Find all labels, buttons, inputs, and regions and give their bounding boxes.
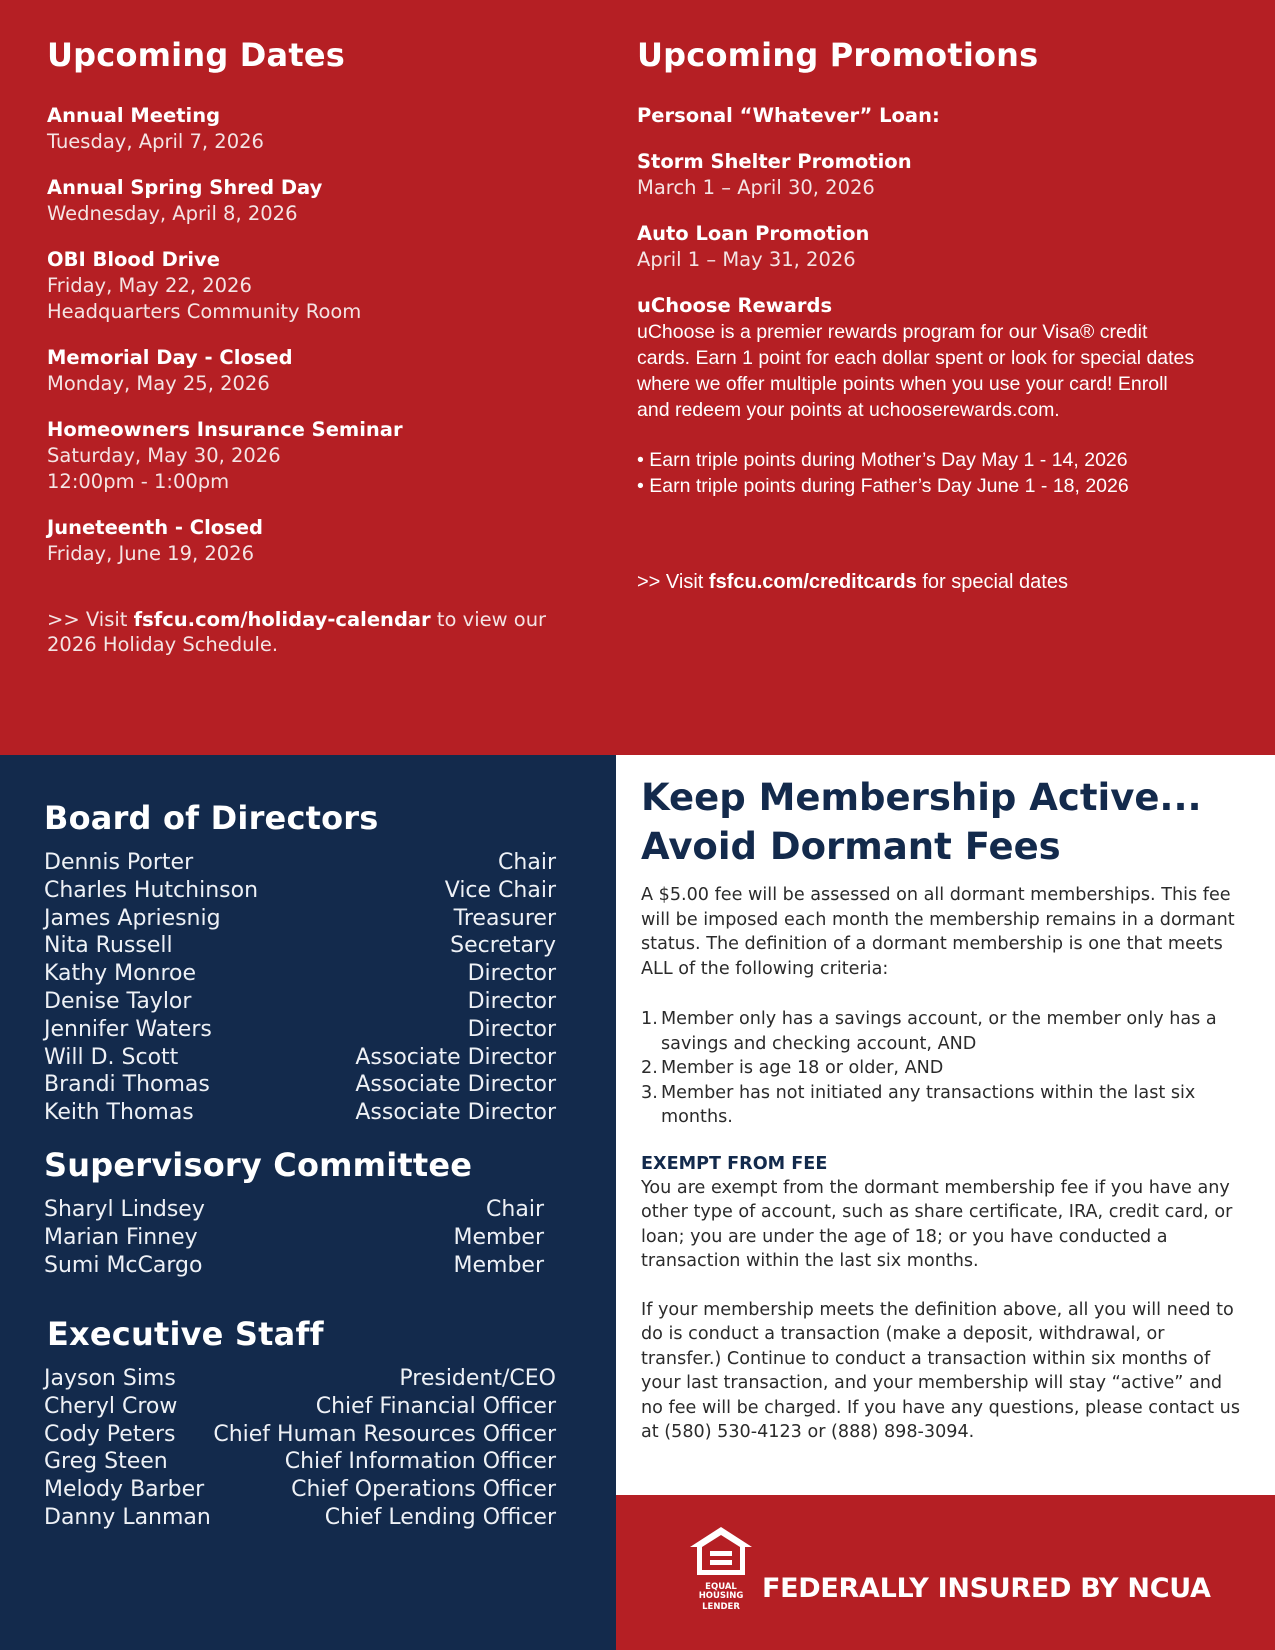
roster-row xyxy=(44,932,556,960)
upcoming-promotions-heading: Upcoming Promotions xyxy=(637,36,1039,74)
visit-suffix: to view our 2026 Holiday Schedule. xyxy=(47,608,547,656)
executive-staff-section xyxy=(44,1315,556,1532)
member-role: President/CEO xyxy=(399,1366,556,1391)
supervisory-list xyxy=(44,1196,544,1279)
event-time: 12:00pm - 1:00pm xyxy=(47,470,230,493)
auto-loan-dates: April 1 – May 31, 2026 xyxy=(637,248,856,271)
member-role: Director xyxy=(467,1016,556,1042)
heading-line-1: Keep Membership Active... xyxy=(641,776,1202,819)
event-title: Memorial Day - Closed xyxy=(47,346,293,369)
event-date: Tuesday, April 7, 2026 xyxy=(47,130,264,153)
creditcards-link[interactable]: fsfcu.com/creditcards xyxy=(708,571,917,593)
event-location: Headquarters Community Room xyxy=(47,300,362,323)
roster-row xyxy=(44,1071,556,1099)
dormant-closing: If your membership meets the definition above, all you will need to do is conduct a transaction (make a deposit, withdrawal, or transfer.) Continue to conduct a transaction within six months of your last transaction, and your membership will stay “active” and no fee will be charged. If you have any questions, please contact us at (580) 530-4123 or (888) 898-3094. xyxy=(641,1299,1240,1442)
board-list xyxy=(44,849,556,1127)
roster-row xyxy=(44,1224,544,1252)
equal-housing-lender-logo xyxy=(688,1525,754,1612)
member-role: Member xyxy=(453,1224,544,1250)
exempt-body: You are exempt from the dormant membership fee if you have any other type of account, such as share certificate, IRA, credit card, or loan; you are under the age of 18; or you have conducted a transaction within the last six months. xyxy=(641,1177,1233,1271)
member-name: Melody Barber xyxy=(44,1477,205,1503)
member-role: Member xyxy=(453,1252,544,1278)
roster-row xyxy=(44,960,556,988)
event-item xyxy=(47,417,587,495)
holiday-calendar-link[interactable]: fsfcu.com/holiday-calendar xyxy=(133,608,431,631)
roster-row xyxy=(44,1044,556,1072)
member-role: Associate Director xyxy=(355,1044,556,1070)
auto-loan-title: Auto Loan Promotion xyxy=(637,222,870,245)
event-title: OBI Blood Drive xyxy=(47,248,220,271)
criteria-number: 3. xyxy=(641,1082,658,1103)
storm-shelter-title: Storm Shelter Promotion xyxy=(637,150,912,173)
holiday-calendar-note xyxy=(47,607,587,657)
exempt-heading: EXEMPT FROM FEE xyxy=(641,1153,828,1174)
dormant-intro: A $5.00 fee will be assessed on all dormant memberships. This fee will be imposed each month the membership remains in a dormant status. The definition of a dormant membership is one that meets ALL of the following criteria: xyxy=(641,885,1235,979)
event-date: Saturday, May 30, 2026 xyxy=(47,444,281,467)
member-role: Chair xyxy=(498,850,556,875)
dormant-fees-heading xyxy=(641,773,1246,871)
criteria-text: Member is age 18 or older, AND xyxy=(661,1058,944,1078)
event-item xyxy=(47,103,587,155)
member-name: Nita Russell xyxy=(44,933,173,959)
roster-row xyxy=(44,1421,556,1449)
eho-caption-line-1: EQUAL HOUSING xyxy=(698,1582,744,1601)
dormant-fees-panel xyxy=(616,755,1275,1495)
member-role: Chief Operations Officer xyxy=(291,1477,556,1503)
member-role: Chief Information Officer xyxy=(284,1449,556,1475)
member-name: Keith Thomas xyxy=(44,1100,194,1126)
member-role: Director xyxy=(467,961,556,987)
criteria-text: Member only has a savings account, or the member only has a savings and checking account, AND xyxy=(661,1009,1217,1054)
roster-row xyxy=(44,905,556,933)
rewards-bullets xyxy=(637,447,1197,499)
visit-suffix: for special dates xyxy=(916,571,1068,593)
event-title: Annual Meeting xyxy=(47,104,221,127)
member-name: Greg Steen xyxy=(44,1449,168,1475)
supervisory-committee-section xyxy=(44,1146,544,1279)
event-item xyxy=(47,175,587,227)
member-name: Sumi McCargo xyxy=(44,1252,203,1278)
member-name: Will D. Scott xyxy=(44,1044,179,1070)
whatever-loan-title: Personal “Whatever” Loan: xyxy=(637,104,940,127)
roster-row xyxy=(44,1099,556,1127)
upcoming-dates-heading: Upcoming Dates xyxy=(47,36,345,74)
roster-row xyxy=(44,1365,556,1393)
member-name: Charles Hutchinson xyxy=(44,877,259,903)
roster-row xyxy=(44,1252,544,1280)
promo-item xyxy=(637,293,1197,423)
member-role: Treasurer xyxy=(453,905,556,931)
criteria-text: Member has not initiated any transactions within the last six months. xyxy=(661,1082,1196,1127)
roster-row xyxy=(44,1196,544,1224)
uchoose-description: uChoose is a premier rewards program for our Visa® credit cards. Earn 1 point for each dollar spent or look for special dates where we offer multiple points when you use your card! Enroll and redeem your points at uchooserewards.com. xyxy=(637,321,1195,421)
roster-row xyxy=(44,1016,556,1044)
criteria-number: 2. xyxy=(641,1058,658,1078)
member-role: Chair xyxy=(486,1197,544,1222)
roster-row xyxy=(44,1448,556,1476)
event-item xyxy=(47,345,587,397)
member-name: Danny Lanman xyxy=(44,1504,211,1530)
member-name: James Apriesnig xyxy=(44,905,221,931)
event-title: Homeowners Insurance Seminar xyxy=(47,418,403,441)
upcoming-dates-section xyxy=(47,36,587,657)
member-role: Chief Lending Officer xyxy=(324,1504,556,1530)
creditcards-note xyxy=(637,569,1197,595)
criteria-item xyxy=(641,1081,1246,1130)
event-date: Wednesday, April 8, 2026 xyxy=(47,202,298,225)
member-role: Secretary xyxy=(450,933,556,959)
roster-row xyxy=(44,849,556,877)
roster-row xyxy=(44,1476,556,1504)
promo-item xyxy=(637,149,1197,201)
storm-shelter-dates: March 1 – April 30, 2026 xyxy=(637,176,875,199)
upcoming-promotions-section xyxy=(637,36,1197,595)
heading-line-2: Avoid Dormant Fees xyxy=(641,825,1061,868)
eho-caption-line-2: LENDER xyxy=(702,1602,740,1612)
executive-heading: Executive Staff xyxy=(47,1315,324,1353)
criteria-number: 1. xyxy=(641,1009,658,1029)
member-name: Jayson Sims xyxy=(44,1366,176,1391)
roster-row xyxy=(44,877,556,905)
promo-item xyxy=(637,221,1197,273)
visit-prefix: >> Visit xyxy=(47,608,134,631)
leadership-panel xyxy=(0,755,616,1650)
member-name: Kathy Monroe xyxy=(44,961,197,987)
member-role: Director xyxy=(467,988,556,1014)
member-name: Marian Finney xyxy=(44,1224,198,1250)
member-role: Chief Financial Officer xyxy=(315,1393,556,1419)
event-date: Friday, May 22, 2026 xyxy=(47,274,252,297)
member-role: Associate Director xyxy=(355,1072,556,1098)
bullet-item: • Earn triple points during Father’s Day June 1 - 18, 2026 xyxy=(637,475,1129,497)
member-role: Associate Director xyxy=(355,1100,556,1126)
event-date: Friday, June 19, 2026 xyxy=(47,542,254,565)
member-name: Cheryl Crow xyxy=(44,1393,178,1419)
member-role: Chief Human Resources Officer xyxy=(213,1421,556,1447)
red-header-panel xyxy=(0,0,1275,755)
supervisory-heading: Supervisory Committee xyxy=(44,1146,473,1184)
event-item xyxy=(47,247,587,325)
roster-row xyxy=(44,1393,556,1421)
event-item xyxy=(47,515,587,567)
footer-bar xyxy=(616,1495,1275,1650)
roster-row xyxy=(44,988,556,1016)
promo-item xyxy=(637,103,1197,129)
dormant-criteria-list xyxy=(641,1007,1246,1130)
member-name: Sharyl Lindsey xyxy=(44,1197,205,1222)
bullet-item: • Earn triple points during Mother’s Day May 1 - 14, 2026 xyxy=(637,449,1128,471)
member-name: Cody Peters xyxy=(44,1421,176,1447)
event-title: Juneteenth - Closed xyxy=(47,516,263,539)
criteria-item xyxy=(641,1056,1246,1081)
ncua-insured-text: FEDERALLY INSURED BY NCUA xyxy=(762,1573,1211,1604)
uchoose-title: uChoose Rewards xyxy=(637,294,833,317)
visit-prefix: >> Visit xyxy=(637,571,709,593)
criteria-item xyxy=(641,1007,1246,1056)
member-name: Dennis Porter xyxy=(44,850,194,875)
executive-list xyxy=(44,1365,556,1532)
board-of-directors-section xyxy=(44,799,556,1127)
roster-row xyxy=(44,1504,556,1532)
house-icon xyxy=(688,1525,754,1577)
member-name: Brandi Thomas xyxy=(44,1072,210,1098)
board-heading: Board of Directors xyxy=(44,799,379,837)
event-title: Annual Spring Shred Day xyxy=(47,176,323,199)
member-name: Denise Taylor xyxy=(44,988,192,1014)
member-role: Vice Chair xyxy=(444,877,556,903)
member-name: Jennifer Waters xyxy=(44,1016,212,1042)
event-date: Monday, May 25, 2026 xyxy=(47,372,270,395)
